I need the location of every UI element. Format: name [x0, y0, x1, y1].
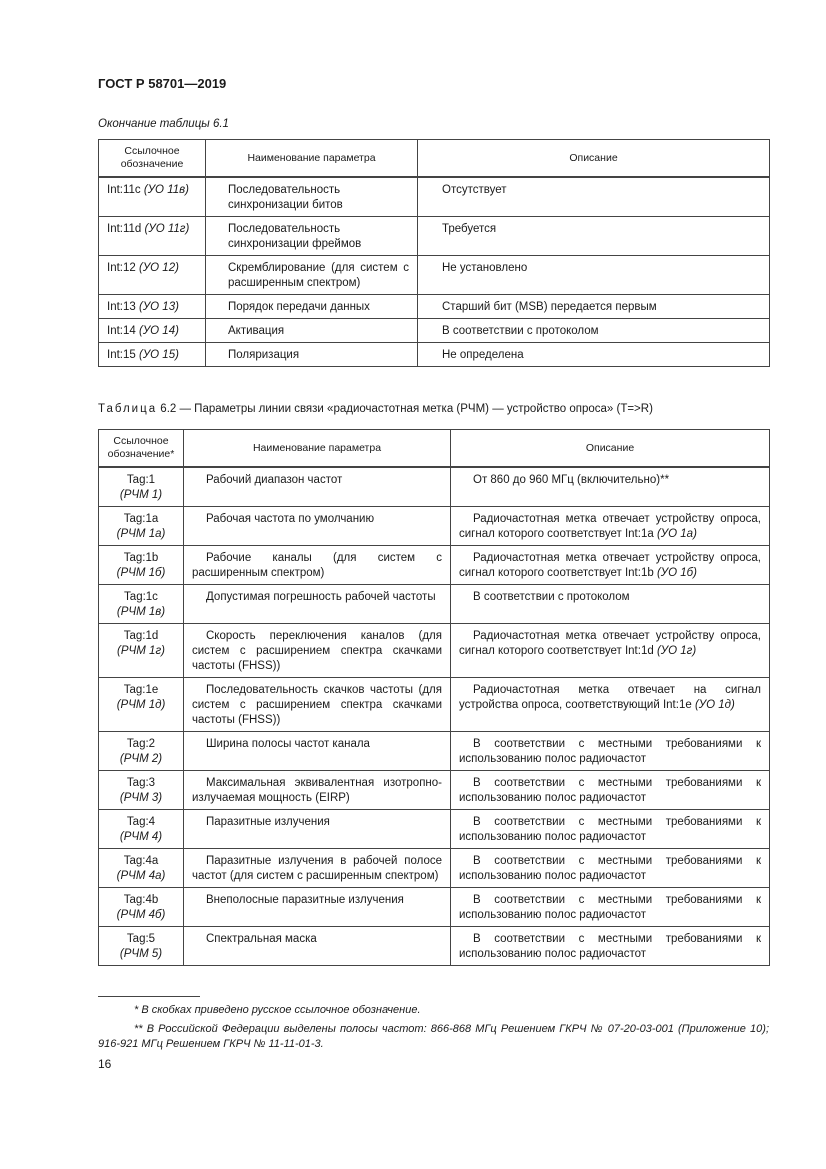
cell-param: Ширина полосы частот канала [184, 732, 451, 771]
desc-text: В соответствии с местными требованиями к использованию полос радиочастот [459, 816, 761, 843]
code-value: Int:11d [107, 223, 142, 235]
cell-param: Последовательность синхронизации битов [206, 177, 418, 217]
cell-desc: Не установлено [418, 256, 770, 295]
code-value: Tag:4a [123, 855, 159, 867]
table-row [99, 849, 770, 888]
desc-text: Радиочастотная метка отвечает устройству опроса, сигнал которого соответствует Int:1a [459, 513, 761, 540]
table-row [99, 585, 770, 624]
cell-code [99, 177, 206, 217]
code-value: Int:11c [107, 184, 141, 196]
footnote-1: * В скобках приведено русское ссылочное обозначение. [134, 1004, 421, 1016]
document-header: ГОСТ Р 58701—2019 [98, 76, 227, 91]
table-row [99, 177, 770, 217]
cell-desc [451, 507, 770, 546]
code-value: Tag:1e [123, 684, 159, 696]
cell-param: Рабочий диапазон частот [184, 467, 451, 507]
cell-param: Рабочие каналы (для систем с расширенным спектром) [184, 546, 451, 585]
table-row [99, 624, 770, 678]
table-row [99, 732, 770, 771]
table-row [99, 678, 770, 732]
desc-ref: (УО 1а) [656, 528, 697, 540]
ref-value: (РЧМ 4б) [116, 909, 166, 921]
desc-text: В соответствии с местными требованиями к использованию полос радиочастот [459, 738, 761, 765]
cell-code [99, 624, 184, 678]
table-row [99, 507, 770, 546]
table-header-row [99, 430, 770, 468]
cell-code [99, 732, 184, 771]
ref-value: (РЧМ 1в) [116, 606, 166, 618]
table-row [99, 256, 770, 295]
ref-value: (РЧМ 1б) [116, 567, 166, 579]
code-value: Tag:4b [123, 894, 159, 906]
cell-desc [451, 467, 770, 507]
table-header-row [99, 140, 770, 178]
table-6-2 [98, 429, 770, 966]
code-value: Tag:1 [126, 474, 156, 486]
cell-param: Поляризация [206, 343, 418, 367]
cell-code [99, 507, 184, 546]
column-header-code: Ссылочное обозначение [99, 140, 206, 178]
cell-desc [451, 585, 770, 624]
cell-desc [451, 849, 770, 888]
code-value: Tag:3 [126, 777, 156, 789]
ref-value: (РЧМ 1) [119, 489, 163, 501]
cell-param: Рабочая частота по умолчанию [184, 507, 451, 546]
cell-code [99, 319, 206, 343]
footnote-divider [98, 996, 200, 997]
cell-desc [451, 771, 770, 810]
desc-text: Радиочастотная метка отвечает устройству опроса, сигнал которого соответствует Int:1d [459, 630, 761, 657]
cell-desc [451, 732, 770, 771]
table-row [99, 810, 770, 849]
table-row [99, 927, 770, 966]
cell-code [99, 585, 184, 624]
cell-code [99, 467, 184, 507]
table-row [99, 319, 770, 343]
column-header-param: Наименование параметра [206, 140, 418, 178]
table-row [99, 343, 770, 367]
cell-param: Активация [206, 319, 418, 343]
ref-value: (РЧМ 4) [119, 831, 163, 843]
ref-value: (РЧМ 4а) [116, 870, 166, 882]
desc-text: В соответствии с протоколом [473, 591, 630, 603]
ref-value: (УО 14) [138, 325, 179, 337]
desc-text: Радиочастотная метка отвечает устройству опроса, сигнал которого соответствует Int:1b [459, 552, 761, 579]
code-value: Int:13 [107, 301, 136, 313]
column-header-desc: Описание [451, 430, 770, 468]
table-word: Таблица [98, 403, 158, 415]
code-value: Tag:5 [126, 933, 156, 945]
table-6-1 [98, 139, 770, 367]
column-header-code: Ссылочное обозначение* [99, 430, 184, 468]
code-value: Tag:1d [123, 630, 159, 642]
ref-value: (РЧМ 2) [119, 753, 163, 765]
desc-text: В соответствии с местными требованиями к использованию полос радиочастот [459, 933, 761, 960]
table-6-2-caption [98, 403, 653, 415]
table-row [99, 771, 770, 810]
cell-param: Последовательность синхронизации фреймов [206, 217, 418, 256]
cell-param: Скорость переключения каналов (для систем с расширением спектра скачками частоты (FHSS)) [184, 624, 451, 678]
table-row [99, 217, 770, 256]
cell-desc: Требуется [418, 217, 770, 256]
code-value: Tag:2 [126, 738, 156, 750]
cell-desc [451, 678, 770, 732]
cell-code [99, 888, 184, 927]
cell-desc [451, 546, 770, 585]
desc-ref: (УО 1г) [656, 645, 697, 657]
cell-code [99, 849, 184, 888]
ref-value: (УО 15) [138, 349, 179, 361]
cell-code [99, 771, 184, 810]
cell-param: Порядок передачи данных [206, 295, 418, 319]
cell-param: Паразитные излучения в рабочей полосе частот (для систем с расширенным спектром) [184, 849, 451, 888]
ref-value: (РЧМ 5) [119, 948, 163, 960]
page-number: 16 [98, 1057, 112, 1071]
cell-code [99, 343, 206, 367]
cell-param: Последовательность скачков частоты (для систем с расширением спектра скачками частоты (FHSS)) [184, 678, 451, 732]
cell-param: Спектральная маска [184, 927, 451, 966]
cell-desc: Старший бит (MSB) передается первым [418, 295, 770, 319]
table-row [99, 467, 770, 507]
cell-param: Максимальная эквивалентная изотропно-излучаемая мощность (EIRP) [184, 771, 451, 810]
ref-value: (РЧМ 1г) [117, 645, 165, 657]
cell-desc [451, 810, 770, 849]
ref-value: (РЧМ 1д) [116, 699, 166, 711]
cell-desc: В соответствии с протоколом [418, 319, 770, 343]
code-value: Int:12 [107, 262, 136, 274]
table-6-1-caption: Окончание таблицы 6.1 [98, 118, 229, 130]
cell-code [99, 217, 206, 256]
table-row [99, 546, 770, 585]
desc-text: В соответствии с местными требованиями к использованию полос радиочастот [459, 855, 761, 882]
code-value: Tag:1c [124, 591, 158, 603]
ref-value: (УО 13) [138, 301, 179, 313]
desc-text: В соответствии с местными требованиями к использованию полос радиочастот [459, 894, 761, 921]
cell-desc [451, 927, 770, 966]
ref-value: (РЧМ 1а) [116, 528, 166, 540]
column-header-desc: Описание [418, 140, 770, 178]
cell-code [99, 256, 206, 295]
desc-text: Радиочастотная метка отвечает на сигнал устройства опроса, соответствующий Int:1e [459, 684, 761, 711]
code-value: Tag:1a [123, 513, 159, 525]
cell-desc [451, 624, 770, 678]
desc-ref: (УО 1б) [656, 567, 697, 579]
table-row [99, 888, 770, 927]
ref-value: (УО 12) [138, 262, 179, 274]
table-row [99, 295, 770, 319]
cell-desc: Не определена [418, 343, 770, 367]
cell-param: Допустимая погрешность рабочей частоты [184, 585, 451, 624]
cell-code [99, 295, 206, 319]
cell-code [99, 810, 184, 849]
code-value: Tag:1b [123, 552, 159, 564]
ref-value: (УО 11г) [144, 223, 190, 235]
cell-param: Скремблирование (для систем с расширенным спектром) [206, 256, 418, 295]
code-value: Int:15 [107, 349, 136, 361]
ref-value: (РЧМ 3) [119, 792, 163, 804]
code-value: Int:14 [107, 325, 136, 337]
ref-value: (УО 11в) [143, 184, 189, 196]
cell-code [99, 678, 184, 732]
footnote-2: ** В Российской Федерации выделены полосы частот: 866-868 МГц Решением ГКРЧ № 07-20-03-001 (Приложение 10); 916-921 МГц Решением ГКРЧ № 11-11-01-3. [98, 1023, 769, 1050]
table-title: 6.2 — Параметры линии связи «радиочастотная метка (РЧМ) — устройство опроса» (T=>R) [160, 403, 653, 415]
cell-desc [451, 888, 770, 927]
code-value: Tag:4 [126, 816, 156, 828]
desc-text: В соответствии с местными требованиями к использованию полос радиочастот [459, 777, 761, 804]
cell-code [99, 927, 184, 966]
cell-desc: Отсутствует [418, 177, 770, 217]
cell-code [99, 546, 184, 585]
desc-ref: (УО 1д) [694, 699, 735, 711]
cell-param: Паразитные излучения [184, 810, 451, 849]
desc-text: От 860 до 960 МГц (включительно)** [473, 474, 670, 486]
cell-param: Внеполосные паразитные излучения [184, 888, 451, 927]
column-header-param: Наименование параметра [184, 430, 451, 468]
